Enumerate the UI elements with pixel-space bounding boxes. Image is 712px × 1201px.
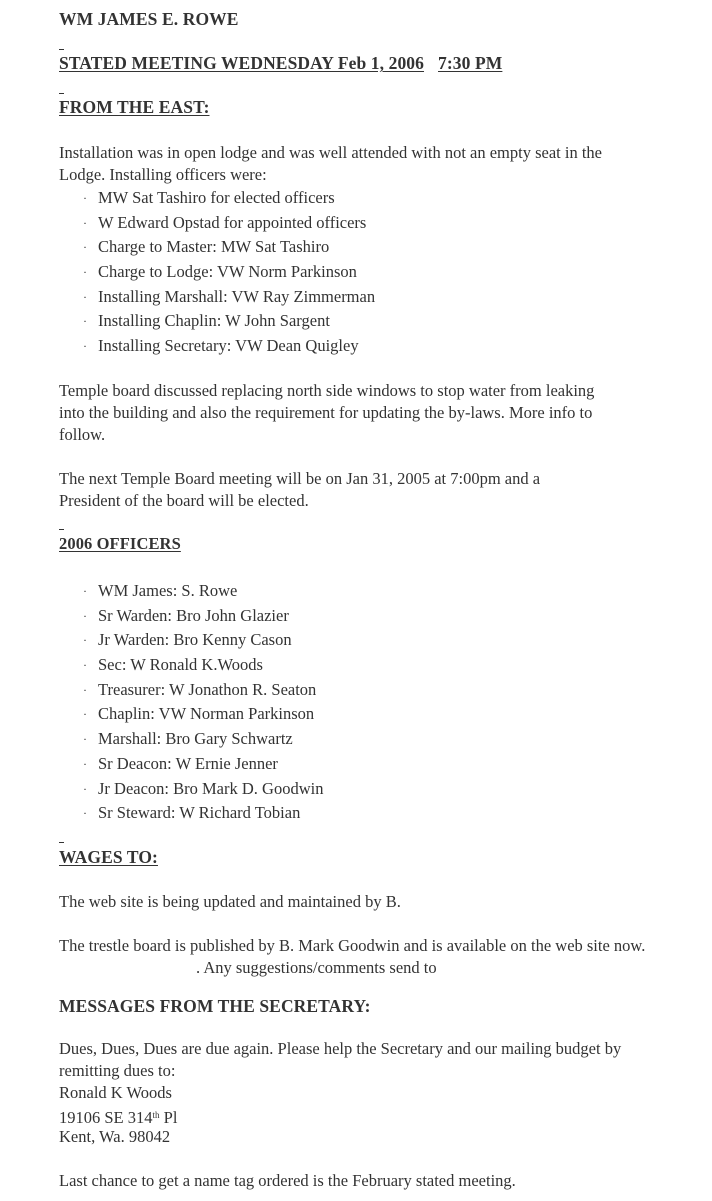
bullet-icon: ·: [83, 732, 87, 747]
next-meeting-line-1: The next Temple Board meeting will be on Jan 31, 2005 at 7:00pm and a: [59, 469, 541, 488]
list-item: · W Edward Opstad for appointed officers: [83, 211, 375, 236]
bullet-icon: ·: [83, 265, 87, 280]
dues-line-2: remitting dues to:: [59, 1061, 176, 1080]
list-item: · Installing Secretary: VW Dean Quigley: [83, 334, 375, 359]
bullet-icon: ·: [83, 658, 87, 673]
list-item: · Charge to Lodge: VW Norm Parkinson: [83, 260, 375, 285]
officers-list: [83, 579, 323, 826]
installation-line-1: Installation was in open lodge and was well attended with not an empty seat in the: [59, 143, 602, 162]
bullet-icon: ·: [83, 215, 87, 230]
wages-heading: WAGES TO:: [59, 847, 158, 867]
spacer-mark: [59, 93, 64, 94]
temple-board-line-2: into the building and also the requirement for updating the by-laws. More info to: [59, 403, 593, 422]
bullet-icon: ·: [83, 608, 87, 623]
next-meeting-line-2: President of the board will be elected.: [59, 491, 309, 510]
list-item: · MW Sat Tashiro for elected officers: [83, 186, 375, 211]
list-item: · Marshall: Bro Gary Schwartz: [83, 727, 323, 752]
bullet-icon: ·: [83, 707, 87, 722]
website-note: The web site is being updated and maintained by B.: [59, 892, 401, 911]
spacer-mark: [59, 842, 64, 843]
installation-line-2: Lodge. Installing officers were:: [59, 165, 267, 184]
list-item: · Chaplin: VW Norman Parkinson: [83, 702, 323, 727]
list-item: · Installing Marshall: VW Ray Zimmerman: [83, 285, 375, 310]
list-item: · Charge to Master: MW Sat Tashiro: [83, 235, 375, 260]
worshipful-master-title: WM JAMES E. ROWE: [59, 9, 239, 29]
trestle-board-line-2: . Any suggestions/comments send to: [196, 958, 437, 977]
list-item: · Jr Warden: Bro Kenny Cason: [83, 628, 323, 653]
spacer-mark: [59, 49, 64, 50]
bullet-icon: ·: [83, 756, 87, 771]
bullet-icon: ·: [83, 806, 87, 821]
list-item: · Sr Steward: W Richard Tobian: [83, 801, 323, 826]
installing-officers-list: [83, 186, 375, 359]
spacer-mark: [59, 529, 64, 530]
secretary-heading: MESSAGES FROM THE SECRETARY:: [59, 996, 371, 1016]
address-street: 19106 SE 314th Pl: [59, 1108, 178, 1127]
meeting-time: 7:30 PM: [438, 53, 503, 73]
temple-board-line-3: follow.: [59, 425, 106, 444]
name-tag-note: Last chance to get a name tag ordered is the February stated meeting.: [59, 1171, 516, 1190]
list-item: · Sr Warden: Bro John Glazier: [83, 604, 323, 629]
meeting-date: STATED MEETING WEDNESDAY Feb 1, 2006: [59, 53, 425, 73]
bullet-icon: ·: [83, 191, 87, 205]
bullet-icon: ·: [83, 339, 87, 354]
address-city: Kent, Wa. 98042: [59, 1127, 171, 1146]
bullet-icon: ·: [83, 314, 87, 329]
from-the-east-heading: FROM THE EAST:: [59, 97, 210, 117]
bullet-icon: ·: [83, 240, 87, 255]
dues-line-1: Dues, Dues, Dues are due again. Please help the Secretary and our mailing budget by: [59, 1039, 622, 1058]
bullet-icon: ·: [83, 584, 87, 598]
list-item: · Sr Deacon: W Ernie Jenner: [83, 752, 323, 777]
stated-meeting-heading: [59, 53, 502, 74]
address-name: Ronald K Woods: [59, 1083, 172, 1102]
list-item: · Installing Chaplin: W John Sargent: [83, 309, 375, 334]
officers-heading: 2006 OFFICERS: [59, 534, 181, 553]
list-item: · Jr Deacon: Bro Mark D. Goodwin: [83, 777, 323, 802]
list-item: · Treasurer: W Jonathon R. Seaton: [83, 678, 323, 703]
temple-board-line-1: Temple board discussed replacing north side windows to stop water from leaking: [59, 381, 595, 400]
bullet-icon: ·: [83, 633, 87, 648]
bullet-icon: ·: [83, 289, 87, 304]
bullet-icon: ·: [83, 781, 87, 796]
trestle-board-line-1: The trestle board is published by B. Mark Goodwin and is available on the web site now.: [59, 936, 646, 955]
list-item: · Sec: W Ronald K.Woods: [83, 653, 323, 678]
bullet-icon: ·: [83, 682, 87, 697]
list-item: · WM James: S. Rowe: [83, 579, 323, 604]
